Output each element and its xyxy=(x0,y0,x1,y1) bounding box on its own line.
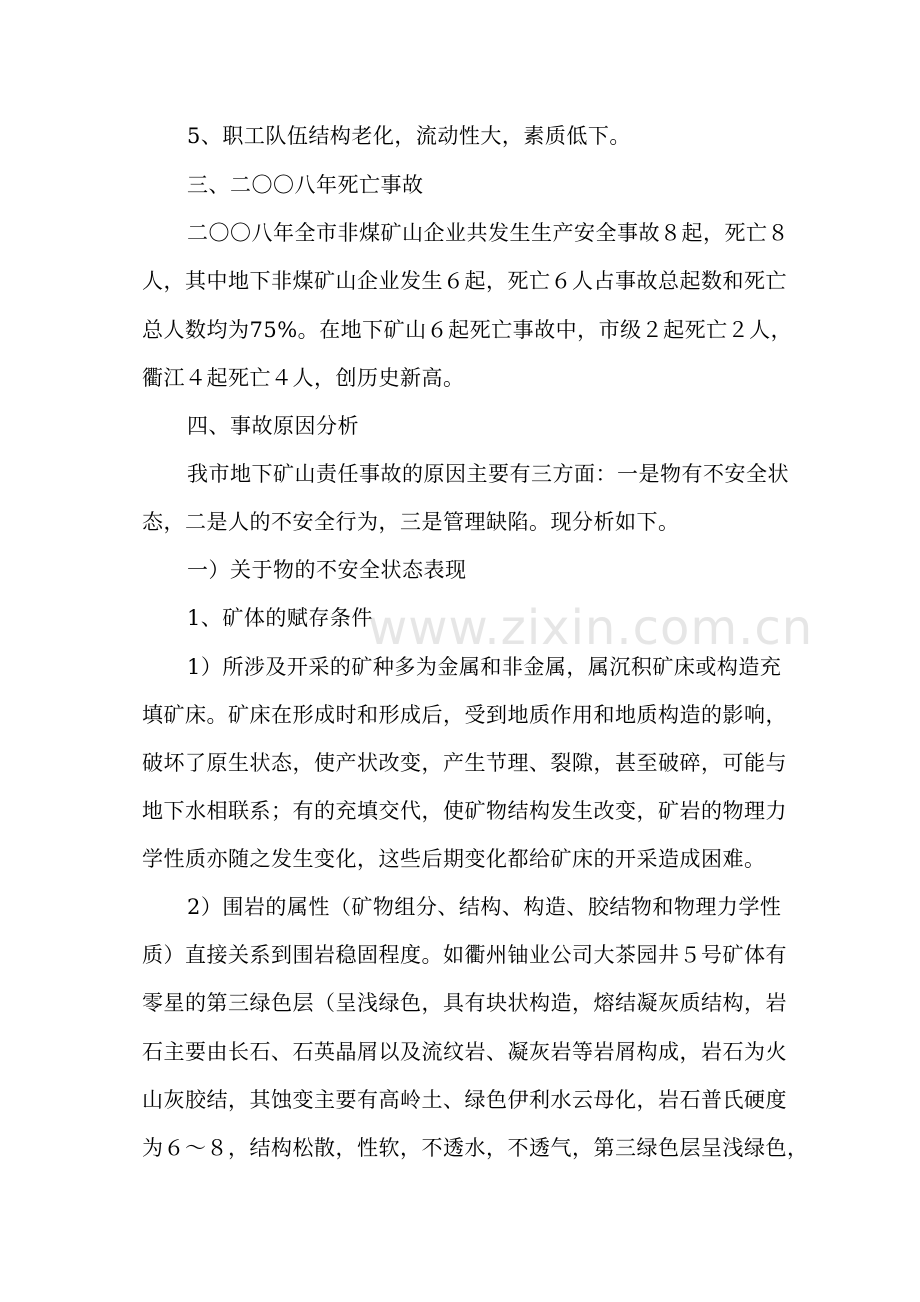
subsection-heading: 一）关于物的不安全状态表现 xyxy=(187,558,467,582)
text-line: 我市地下矿山责任事故的原因主要有三方面：一是物有不安全状 xyxy=(187,462,789,486)
text-line: 破坏了原生状态，使产状改变，产生节理、裂隙，甚至破碎，可能与 xyxy=(142,751,787,775)
text-line: 石主要由长石、石英晶屑以及流纹岩、凝灰岩等岩屑构成，岩石为火 xyxy=(142,1040,787,1064)
text-line: 零星的第三绿色层（呈浅绿色，具有块状构造，熔结凝灰质结构，岩 xyxy=(142,991,787,1015)
text-line: 地下水相联系；有的充填交代，使矿物结构发生改变，矿岩的物理力 xyxy=(142,799,787,823)
subsection-heading: 1、矿体的赋存条件 xyxy=(187,606,373,630)
text-line: 5、职工队伍结构老化，流动性大，素质低下。 xyxy=(187,124,631,148)
text-line: 态，二是人的不安全行为，三是管理缺陷。现分析如下。 xyxy=(142,510,680,534)
section-heading: 三、二〇〇八年死亡事故 xyxy=(187,173,424,197)
watermark: www.zixin.com.cn xyxy=(368,600,814,656)
text-line: 山灰胶结，其蚀变主要有高岭土、绿色伊利水云母化，岩石普氏硬度 xyxy=(142,1088,787,1112)
text-line: 衢江４起死亡４人，创历史新高。 xyxy=(142,366,465,390)
text-line: 填矿床。矿床在形成时和形成后，受到地质作用和地质构造的影响， xyxy=(142,703,787,727)
text-line: 学性质亦随之发生变化，这些后期变化都给矿床的开采造成困难。 xyxy=(142,847,766,871)
text-line: 二〇〇八年全市非煤矿山企业共发生生产安全事故８起，死亡８ xyxy=(187,221,789,245)
section-heading: 四、事故原因分析 xyxy=(187,414,359,438)
text-line: 为６～８，结构松散，性软，不透水，不透气，第三绿色层呈浅绿色， xyxy=(142,1136,809,1160)
text-line: 2）围岩的属性（矿物组分、结构、构造、胶结物和物理力学性 xyxy=(187,895,782,919)
text-line: 总人数均为75%。在地下矿山６起死亡事故中，市级２起死亡２人， xyxy=(142,318,793,342)
text-line: 人，其中地下非煤矿山企业发生６起，死亡６人占事故总起数和死亡 xyxy=(142,269,787,293)
text-line: 1）所涉及开采的矿种多为金属和非金属，属沉积矿床或构造充 xyxy=(187,655,782,679)
text-line: 质）直接关系到围岩稳固程度。如衢州铀业公司大茶园井５号矿体有 xyxy=(142,943,787,967)
